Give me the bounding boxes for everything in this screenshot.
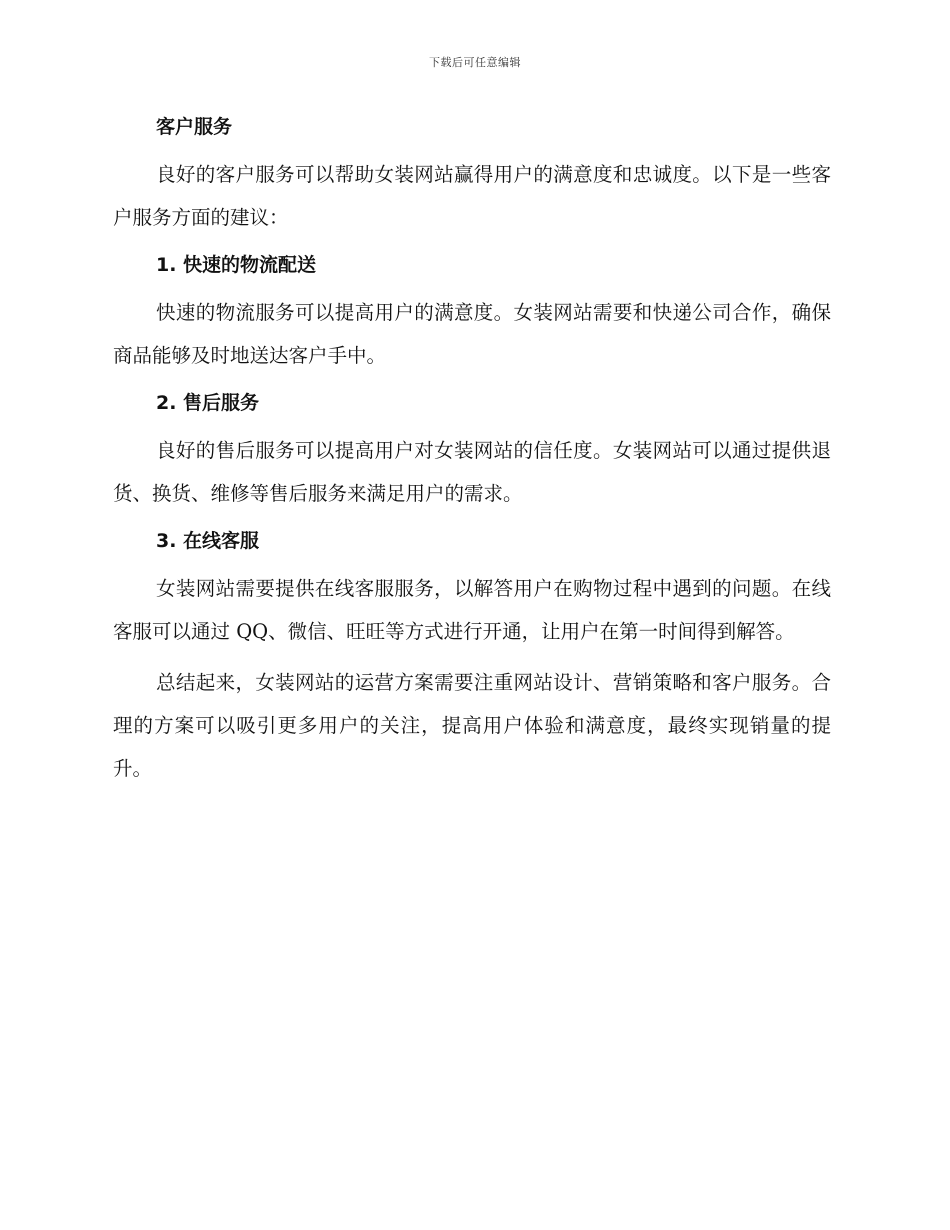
item-heading-logistics: 1. 快速的物流配送 [156, 254, 317, 276]
item-body-online-support: 女装网站需要提供在线客服服务，以解答用户在购物过程中遇到的问题。在线客服可以通过 QQ、微信、旺旺等方式进行开通，让用户在第一时间得到解答。 [113, 577, 831, 643]
intro-paragraph: 良好的客户服务可以帮助女装网站赢得用户的满意度和忠诚度。以下是一些客户服务方面的建议： [113, 163, 831, 229]
conclusion-paragraph: 总结起来，女装网站的运营方案需要注重网站设计、营销策略和客户服务。合理的方案可以吸引更多用户的关注，提高用户体验和满意度，最终实现销量的提升。 [113, 671, 831, 780]
header-note: 下载后可任意编辑 [429, 56, 521, 69]
section-title: 客户服务 [156, 116, 233, 138]
item-body-after-sales: 良好的售后服务可以提高用户对女装网站的信任度。女装网站可以通过提供退货、换货、维修等售后服务来满足用户的需求。 [113, 439, 831, 505]
item-heading-online-support: 3. 在线客服 [156, 530, 260, 552]
item-heading-after-sales: 2. 售后服务 [156, 392, 260, 414]
document-body [113, 108, 831, 790]
item-body-logistics: 快速的物流服务可以提高用户的满意度。女装网站需要和快递公司合作，确保商品能够及时地送达客户手中。 [113, 301, 831, 367]
